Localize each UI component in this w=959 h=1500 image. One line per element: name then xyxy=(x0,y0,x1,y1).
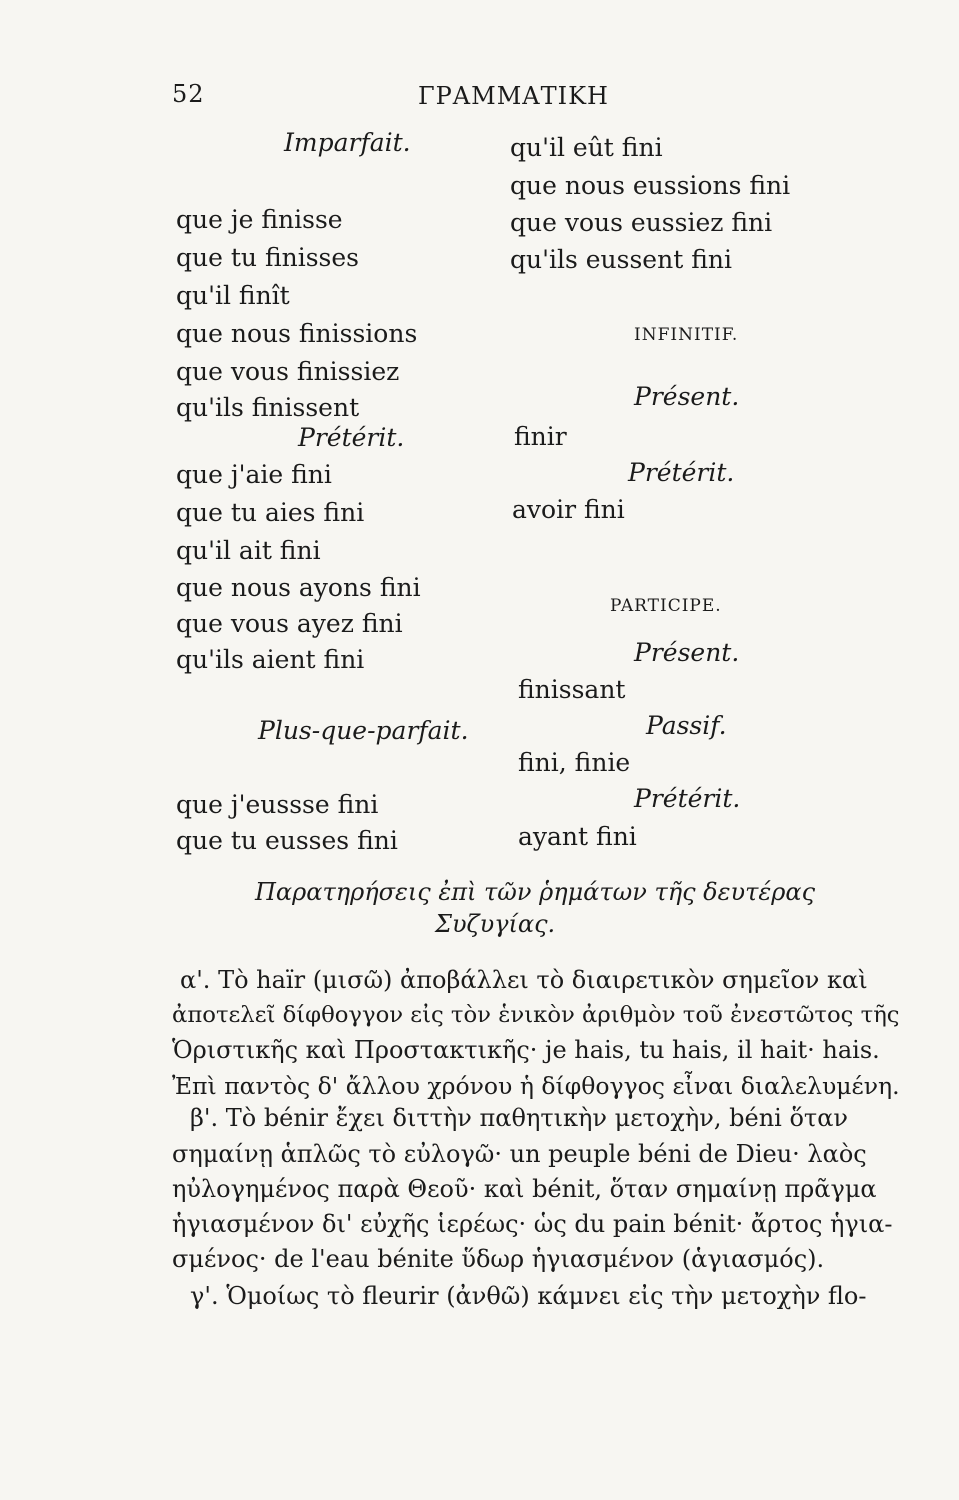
conjugation-line: que vous eussiez fini xyxy=(510,208,773,237)
conjugation-line: que nous finissions xyxy=(176,319,418,348)
conjugation-line: que j'eussse fini xyxy=(176,790,379,819)
remark-line: Ἐπὶ παντὸς δ' ἄλλου χρόνου ἡ δίφθογγος εἶναι διαλελυμένη. xyxy=(172,1072,900,1100)
remark-line: ἀποτελεῖ δίφθογγον εἰς τὸν ἑνικὸν ἀριθμὸν τοῦ ἐνεστῶτος τῆς xyxy=(172,1002,900,1028)
page-number: 52 xyxy=(172,80,205,108)
remark-line: ηὐλογημένος παρὰ Θεοῦ· καὶ bénit, ὅταν σημαίνῃ πρᾶγμα xyxy=(172,1175,877,1203)
conjugation-line: que tu aies fini xyxy=(176,498,365,527)
remarks-title: Παρατηρήσεις ἐπὶ τῶν ῥημάτων τῆς δευτέρας xyxy=(255,878,816,906)
conjugation-line: qu'ils aient fini xyxy=(176,645,365,674)
infinitif-present-heading: Présent. xyxy=(634,382,740,411)
remark-line: σημαίνῃ ἁπλῶς τὸ εὐλογῶ· un peuple béni de Dieu· λαὸς xyxy=(172,1140,867,1168)
infinitif-heading: INFINITIF. xyxy=(634,325,739,345)
infinitif-present: finir xyxy=(514,422,567,451)
conjugation-line: que nous ayons fini xyxy=(176,573,421,602)
participe-present-heading: Présent. xyxy=(634,638,740,667)
conjugation-line: qu'il ait fini xyxy=(176,536,321,565)
pqp-heading: Plus-que-parfait. xyxy=(258,716,469,745)
infinitif-preterit: avoir fini xyxy=(512,495,625,524)
remarks-subtitle: Συζυγίας. xyxy=(435,910,556,938)
participe-heading: PARTICIPE. xyxy=(610,596,722,616)
infinitif-preterit-heading: Prétérit. xyxy=(628,458,735,487)
passif-heading: Passif. xyxy=(646,711,727,740)
conjugation-line: qu'ils eussent fini xyxy=(510,245,732,274)
participe-preterit: ayant fini xyxy=(518,822,637,851)
conjugation-line: que tu eusses fini xyxy=(176,826,398,855)
remark-line: σμένος· de l'eau bénite ὕδωρ ἡγιασμένον (ἁγιασμός). xyxy=(172,1245,825,1273)
imparfait-heading: Imparfait. xyxy=(284,128,411,157)
preterit-heading: Prétérit. xyxy=(298,423,405,452)
passif-forms: fini, finie xyxy=(518,748,631,777)
participe-present: finissant xyxy=(518,675,626,704)
remark-line: ἡγιασμένον δι' εὐχῆς ἱερέως· ὡς du pain bénit· ἄρτος ἡγια- xyxy=(172,1210,893,1238)
conjugation-line: qu'il eût fini xyxy=(510,133,663,162)
conjugation-line: que nous eussions fini xyxy=(510,171,791,200)
conjugation-line: que je finisse xyxy=(176,205,343,234)
remark-line: β'. Τὸ bénir ἔχει διττὴν παθητικὴν μετοχὴν, béni ὅταν xyxy=(190,1104,848,1132)
remark-line: α'. Τὸ haïr (μισῶ) ἀποβάλλει τὸ διαιρετικὸν σημεῖον καὶ xyxy=(180,966,868,994)
remark-line: Ὁριστικῆς καὶ Προστακτικῆς· je hais, tu hais, il hait· hais. xyxy=(172,1036,880,1064)
conjugation-line: que j'aie fini xyxy=(176,460,332,489)
conjugation-line: que vous finissiez xyxy=(176,357,400,386)
running-title: ΓΡΑΜΜΑΤΙΚΗ xyxy=(418,82,609,110)
participe-preterit-heading: Prétérit. xyxy=(634,784,741,813)
conjugation-line: que vous ayez fini xyxy=(176,609,403,638)
conjugation-line: que tu finisses xyxy=(176,243,359,272)
conjugation-line: qu'ils finissent xyxy=(176,393,360,422)
conjugation-line: qu'il finît xyxy=(176,281,290,310)
remark-line: γ'. Ὁμοίως τὸ fleurir (ἀνθῶ) κάμνει εἰς τὴν μετοχὴν flo- xyxy=(190,1282,867,1310)
